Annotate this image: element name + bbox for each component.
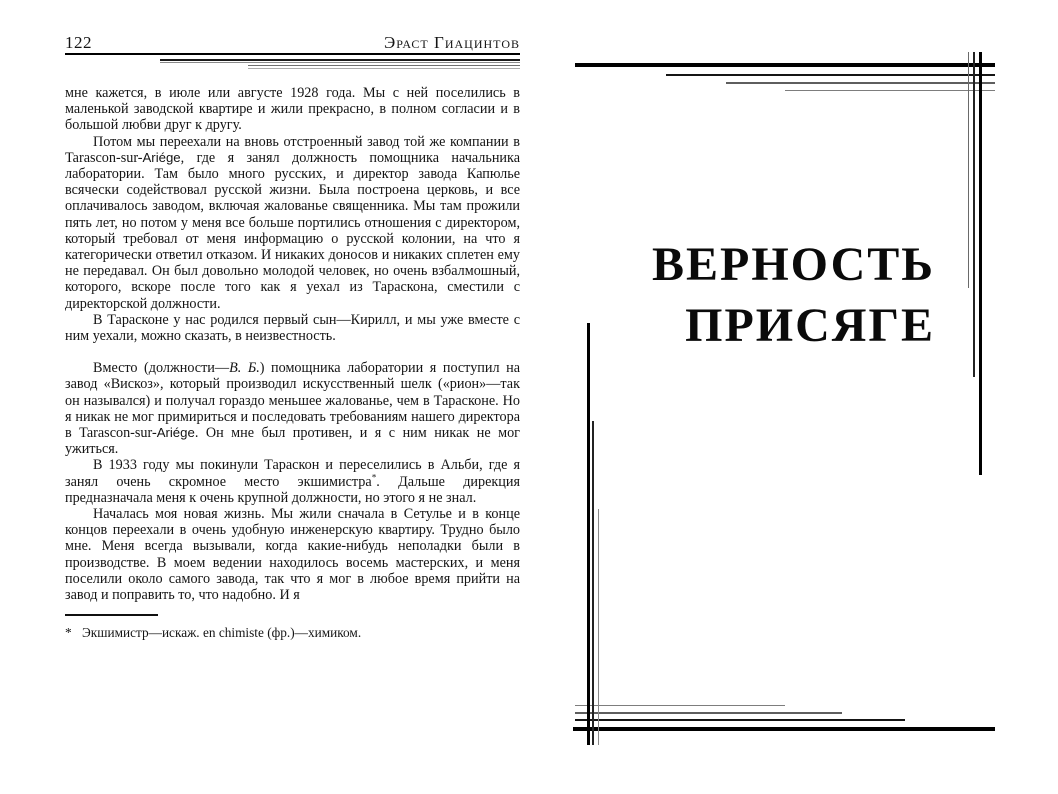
text-run: Экшимистр—искаж. en chimiste (фр.)—химиком. [82,625,362,641]
frame-right-rule-3 [979,52,982,475]
frame-left-rule-2 [592,421,594,745]
frame-top-rule-1 [575,63,995,67]
frame-bottom-rule-1 [575,705,785,706]
text-run: ) помощника лаборатории я поступил на завод «Вискоз», который производил искусственный шелк («рион»—так он назывался) и получал гораздо меньшее жалованье, чем в Тарасконе. Но я никак не мог примириться и последовать требованиям нашего директора в Tarascon-sur- [65,360,520,442]
frame-bottom-rule-2 [575,712,842,714]
text-run: Потом мы переехали на вновь отстроенный завод той же компании в Tarascon-sur- [65,133,520,166]
header-rule-primary [65,53,520,55]
paragraph [65,312,520,344]
text-run: В Тарасконе у нас родился первый сын—Кирилл, и мы уже вместе с ним уехали, можно сказать, в неизвестность. [65,311,520,345]
chapter-title-line1: ВЕРНОСТЬ [651,238,935,291]
paragraph [65,134,520,312]
body-text [65,85,520,603]
page-header [65,33,520,51]
chapter-title [652,234,935,356]
text-run: В. Б. [229,360,260,377]
text-run: В 1933 году мы покинули Тараскон и переселились в Альби, где я занял очень скромное место экшимистра [65,457,520,490]
text-run: мне кажется, в июле или августе 1928 года. Мы с ней поселились в маленькой заводской квартире и жили прекрасно, в полном согласии и в большой любви друг к другу. [65,85,520,134]
paragraph [65,360,520,457]
footnote-marker: * [65,625,72,641]
page-number: 122 [65,33,92,52]
left-page [65,33,520,640]
text-run: Ariége [156,425,195,441]
frame-right-rule-1 [968,52,969,288]
running-header: Эраст Гиацинтов [383,33,520,52]
frame-left-rule-1 [587,323,590,745]
paragraph [65,457,520,506]
header-rule-secondary [160,59,520,63]
frame-left-rule-3 [598,509,599,745]
chapter-title-line2: ПРИСЯГЕ [685,299,935,352]
footnote-rule [65,614,158,616]
footnote [65,625,520,640]
paragraph [65,506,520,603]
frame-bottom-rule-3 [575,719,905,721]
text-run: * [371,471,377,482]
text-run: . Дальше дирекция предназначала меня к очень крупной должности, но этого я не знал. [65,473,520,506]
frame-right-rule-2 [973,52,975,377]
frame-top-rule-4 [785,90,995,91]
text-run: Ariége [142,149,181,165]
paragraph [65,85,520,134]
text-run: Началась моя новая жизнь. Мы жили сначала в Сетулье и в конце концов переехали в очень удобную инженерскую квартиру. Трудно было мне. Меня всегда вызывали, когда какие-нибудь неполадки были в производстве. В моем ведении находилось восемь мастерских, и меня поселили около самого завода, так что я мог в любое время прийти на завод и поправить то, что надобно. И я [65,506,520,604]
frame-bottom-rule-4 [573,727,995,731]
frame-top-rule-3 [726,82,995,84]
frame-top-rule-2 [666,74,995,76]
text-run: . Он мне был противен, и я с ним никак не мог ужиться. [65,425,521,458]
text-run: Вместо (должности— [93,360,230,377]
footnote-text [82,625,361,640]
text-run: , где я занял должность помощника начальника лаборатории. Там было много русских, и директор завода Капюлье всячески содействовал русской жизни. Была построена церковь, и все оплачивалось заводом, включая жалованье священника. Мы там прожили пять лет, но потом у меня все больше портились отношения с директором, который требовал от меня информацию о русской колонии, на что я категорически ответил отказом. И никаких доносов и никаких сплетен ему не передавал. Он был довольно молодой человек, но очень взбалмошный, которого, вскоре после того как я уехал из Тараскона, сместили с директорской должности. [65,149,520,312]
header-rule-tertiary [248,65,520,69]
